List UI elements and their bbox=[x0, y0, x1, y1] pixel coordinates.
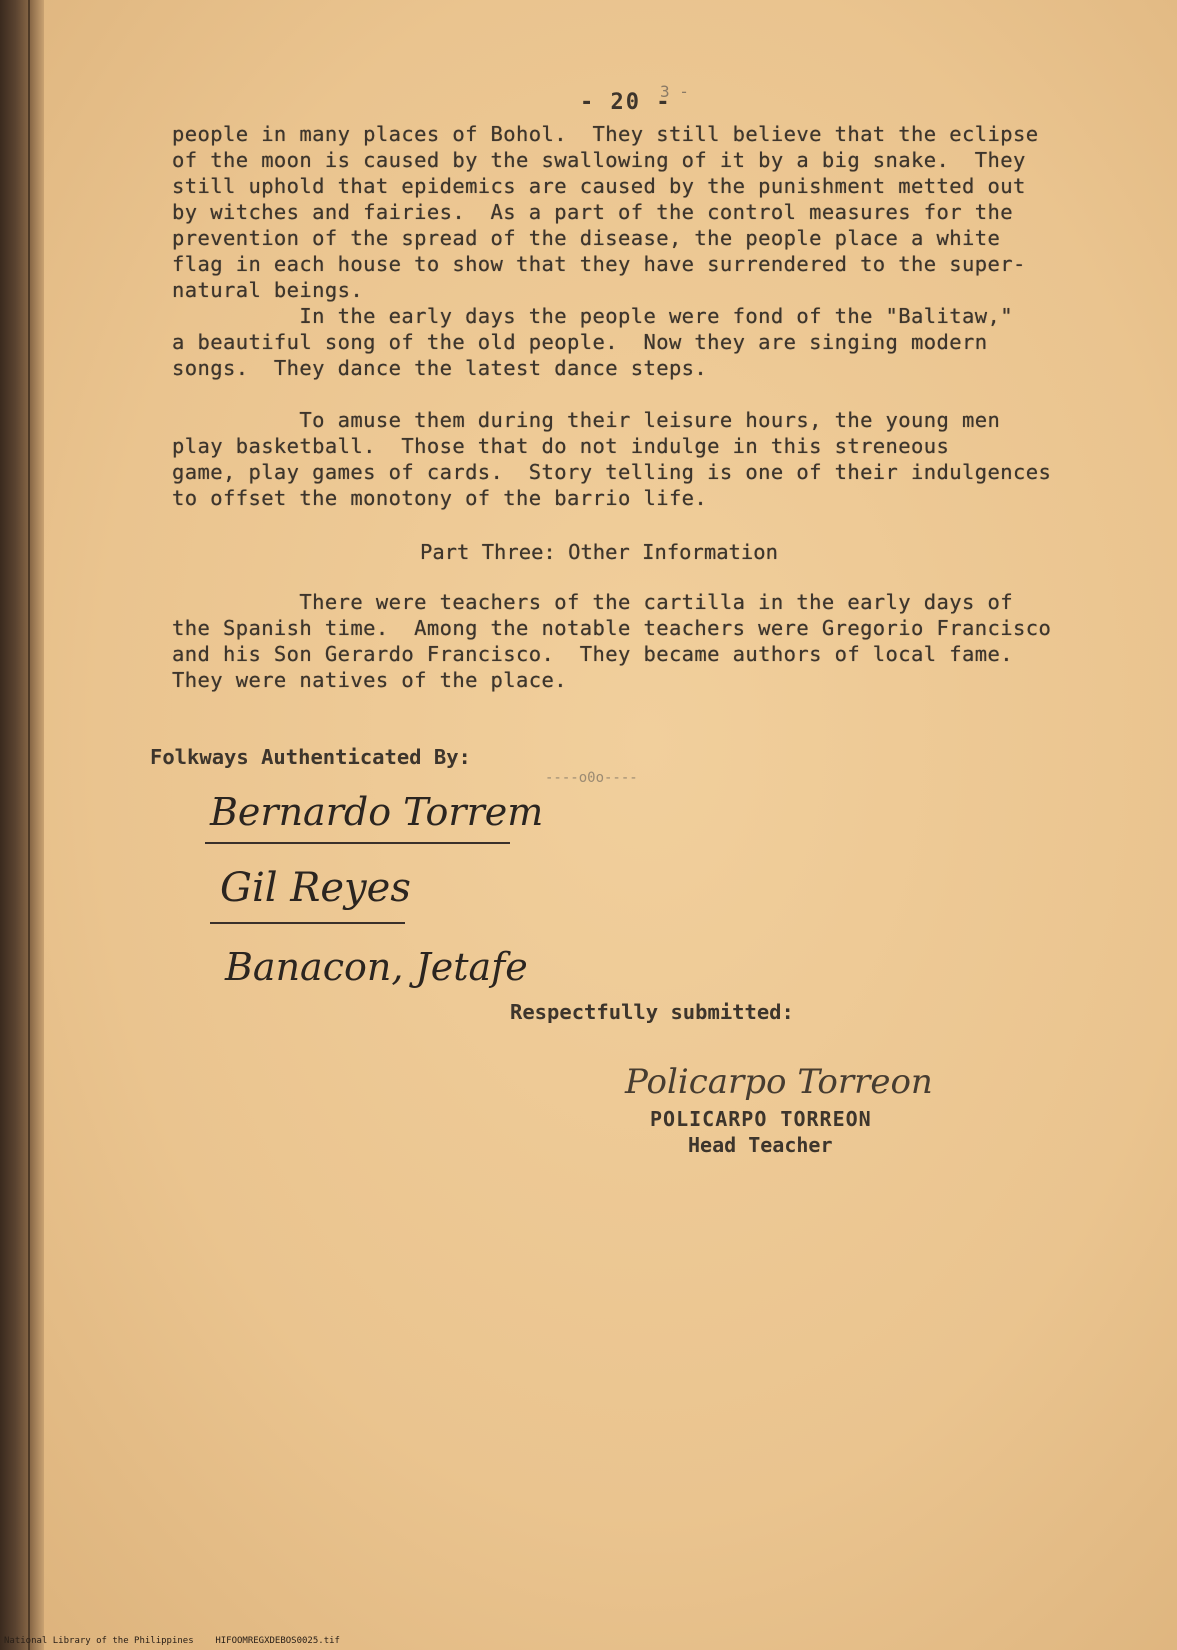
text-line: a beautiful song of the old people. Now they are singing modern bbox=[172, 330, 988, 354]
archive-footer: National Library of the Philippines HIFOOMREGXDEBOS0025.tif bbox=[4, 1636, 340, 1646]
text-line: of the moon is caused by the swallowing of it by a big snake. They bbox=[172, 148, 1026, 172]
text-line: They were natives of the place. bbox=[172, 668, 568, 692]
text-line: still uphold that epidemics are caused by the punishment metted out bbox=[172, 174, 1026, 198]
submitted-label: Respectfully submitted: bbox=[510, 1000, 794, 1024]
stray-mark: 3 - bbox=[660, 82, 689, 101]
page-number: - 20 - bbox=[580, 90, 672, 115]
folkways-label: Folkways Authenticated By: bbox=[150, 745, 471, 769]
signature-second: Gil Reyes bbox=[220, 865, 411, 911]
teacher-name: POLICARPO TORREON bbox=[650, 1107, 872, 1131]
text-line: natural beings. bbox=[172, 278, 364, 302]
text-line: prevention of the spread of the disease, the people place a white bbox=[172, 226, 1001, 250]
signature-line bbox=[205, 842, 510, 844]
binding-edge bbox=[28, 0, 30, 1650]
text-line: songs. They dance the latest dance steps. bbox=[172, 356, 708, 380]
part-three-heading: Part Three: Other Information bbox=[420, 540, 778, 564]
book-binding bbox=[0, 0, 44, 1650]
text-line: the Spanish time. Among the notable teachers were Gregorio Francisco bbox=[172, 616, 1052, 640]
signature-line bbox=[210, 922, 405, 924]
separator: ----o0o---- bbox=[545, 770, 638, 786]
text-line: To amuse them during their leisure hours, the young men bbox=[172, 408, 1001, 432]
text-line: by witches and fairies. As a part of the control measures for the bbox=[172, 200, 1013, 224]
text-line: and his Son Gerardo Francisco. They became authors of local fame. bbox=[172, 642, 1013, 666]
teacher-signature: Policarpo Torreon bbox=[625, 1062, 933, 1102]
signature-location: Banacon, Jetafe bbox=[225, 945, 528, 989]
text-line: In the early days the people were fond of the "Balitaw," bbox=[172, 304, 1013, 328]
text-line: game, play games of cards. Story telling is one of their indulgences bbox=[172, 460, 1052, 484]
text-line: to offset the monotony of the barrio life. bbox=[172, 486, 708, 510]
text-line: play basketball. Those that do not indulge in this streneous bbox=[172, 434, 950, 458]
text-line: There were teachers of the cartilla in the early days of bbox=[172, 590, 1013, 614]
teacher-title: Head Teacher bbox=[688, 1133, 833, 1157]
text-line: flag in each house to show that they have surrendered to the super- bbox=[172, 252, 1026, 276]
signature-first: Bernardo Torrem bbox=[210, 790, 544, 834]
text-line: people in many places of Bohol. They still believe that the eclipse bbox=[172, 122, 1039, 146]
